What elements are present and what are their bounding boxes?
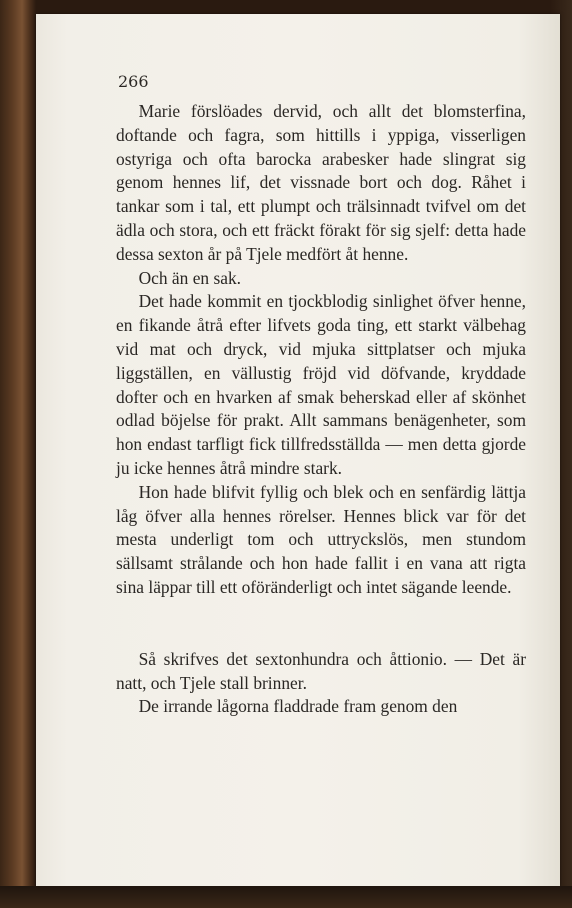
paragraph-4: Hon hade blifvit fyllig och blek och en senfärdig lättja låg öfver alla hennes rörelser. Hennes blick var för det mesta underligt tom och uttryckslös, men stundom sällsamt strålande och hon hade fallit i en vana att rigta sina läppar till ett oföränderligt och intet sägande leende.: [116, 481, 526, 597]
book-bottom-edge: [0, 886, 572, 908]
paragraph-6: De irrande lågorna fladdrade fram genom den: [138, 696, 458, 717]
book-page: [36, 14, 560, 886]
section-break: [116, 600, 526, 648]
paragraph-1: Marie förslöades dervid, och allt det blomsterfina, doftande och fagra, som hittills i yppiga, visserligen ostyriga och ofta barocka arabesker hade slingrat sig genom hennes lif, det vissnade bort och dog. Råhet i tankar som i tal, ett plumpt och trälsinnadt tvifvel om det ädla och stora, och ett fräckt förakt för sig sjelf: detta hade dessa sexton år på Tjele medfört åt henne.: [116, 101, 526, 264]
page-number: 266: [118, 72, 149, 91]
paragraph-2: Och än en sak.: [138, 267, 241, 288]
paragraph-3: Det hade kommit en tjockblodig sinlighet öfver henne, en fikande åtrå efter lifvets goda ting, ett starkt välbehag vid mat och dryck, vid mjuka sittplatser och mjuka liggställen, en vällustig fröjd vid döfvande, kryddade dofter och en hvarken af smak beherskad eller af skönhet odlad böjelse för prakt. Allt sammans benägenheter, som hon endast tarfligt fick tillfredsställda — men detta gjorde ju icke hennes åtrå mindre stark.: [116, 291, 526, 478]
body-text: [116, 100, 526, 719]
paragraph-5: Så skrifves det sextonhundra och åttionio. — Det är natt, och Tjele stall brinner.: [116, 648, 526, 693]
